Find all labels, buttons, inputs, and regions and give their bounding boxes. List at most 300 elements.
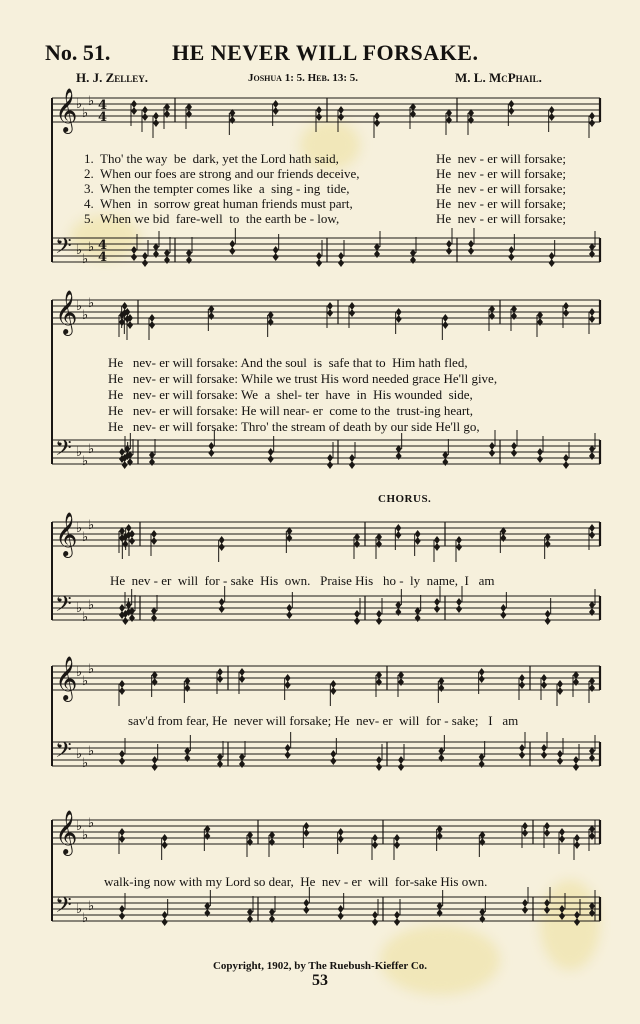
- shape-note: [354, 617, 360, 625]
- author-credit: H. J. Zelley.: [76, 70, 149, 85]
- shape-note: [438, 754, 444, 762]
- shape-note: [142, 113, 148, 121]
- shape-note: [219, 605, 225, 613]
- refrain-line-5: He nev - er will forsake;: [436, 211, 566, 226]
- shape-note: [208, 442, 214, 450]
- shape-note: [456, 598, 462, 606]
- shape-note: [372, 918, 378, 926]
- shape-note: [303, 829, 309, 837]
- shape-note: [519, 681, 525, 689]
- refrain-line-3: He nev - er will forsake;: [436, 181, 566, 196]
- shape-note: [589, 909, 595, 917]
- shape-note: [268, 318, 274, 326]
- copyright-notice: Copyright, 1902, by The Ruebush-Kieffer Co.: [212, 960, 428, 972]
- shape-note: [541, 744, 547, 752]
- shape-note: [589, 524, 595, 532]
- shape-note: [549, 113, 555, 121]
- bass-clef: 𝄢: [55, 738, 72, 768]
- shape-note: [349, 454, 355, 462]
- shape-note: [229, 240, 235, 248]
- shape-note: [142, 252, 148, 260]
- shape-note: [557, 680, 563, 688]
- shape-note: [286, 611, 292, 619]
- shape-note: [119, 905, 125, 913]
- shape-note: [573, 763, 579, 771]
- composer-credit: M. L. McPhail.: [455, 70, 542, 85]
- verse-line-4: 4. When in sorrow great human friends must part,: [84, 196, 353, 211]
- verse-line-3: 3. When the tempter comes like a sing - ing tide,: [84, 181, 350, 196]
- flat-sign: ♭: [76, 665, 83, 680]
- shape-note: [573, 678, 579, 686]
- shape-note: [151, 614, 157, 622]
- shape-note: [151, 530, 157, 538]
- shape-note: [434, 543, 440, 551]
- shape-note: [119, 687, 125, 695]
- flat-sign: ♭: [82, 610, 89, 625]
- shape-note: [149, 321, 155, 329]
- shape-note: [372, 834, 378, 842]
- time-signature-top: 4: [98, 238, 108, 253]
- shape-note: [217, 675, 223, 683]
- shape-note: [153, 250, 159, 258]
- shape-note: [508, 246, 514, 254]
- shape-note: [316, 259, 322, 267]
- shape-note: [434, 605, 440, 613]
- shape-note: [398, 763, 404, 771]
- shape-note: [131, 100, 137, 108]
- flat-sign: ♭: [88, 598, 95, 613]
- time-signature-bottom: 4: [98, 110, 108, 125]
- shape-note: [511, 442, 517, 450]
- shape-note: [239, 675, 245, 683]
- shape-note: [338, 905, 344, 913]
- flat-sign: ♭: [88, 518, 95, 533]
- shape-note: [394, 834, 400, 842]
- shape-note: [537, 318, 543, 326]
- shape-note: [500, 611, 506, 619]
- shape-note: [537, 455, 543, 463]
- shape-note: [563, 302, 569, 310]
- time-signature-bottom: 4: [98, 250, 108, 265]
- shape-note: [153, 112, 159, 120]
- shape-note: [522, 829, 528, 837]
- shape-note: [330, 687, 336, 695]
- flat-sign: ♭: [88, 662, 95, 677]
- shape-note: [489, 312, 495, 320]
- shape-note: [162, 834, 168, 842]
- flat-sign: ♭: [76, 747, 83, 762]
- shape-note: [285, 751, 291, 759]
- shape-note: [376, 756, 382, 764]
- refrain-line-1: He nev - er will forsake;: [436, 151, 566, 166]
- shape-note: [574, 841, 580, 849]
- shape-note: [119, 680, 125, 688]
- shape-note: [410, 110, 416, 118]
- shape-note: [438, 684, 444, 692]
- shape-note: [131, 107, 137, 115]
- shape-note: [522, 906, 528, 914]
- shape-note: [563, 461, 569, 469]
- shape-note: [376, 617, 382, 625]
- shape-note: [589, 832, 595, 840]
- shape-note: [563, 454, 569, 462]
- shape-note: [446, 240, 452, 248]
- shape-note: [589, 315, 595, 323]
- bass-clef: 𝄢: [55, 893, 72, 923]
- flat-sign: ♭: [82, 756, 89, 771]
- shape-note: [508, 107, 514, 115]
- shape-note: [229, 116, 235, 124]
- flat-sign: ♭: [88, 744, 95, 759]
- shape-note: [164, 256, 170, 264]
- shape-note: [330, 750, 336, 758]
- shape-note: [338, 828, 344, 836]
- shape-note: [374, 112, 380, 120]
- shape-note: [446, 247, 452, 255]
- shape-note: [374, 250, 380, 258]
- shape-note: [437, 832, 443, 840]
- shape-note: [541, 674, 547, 682]
- flat-sign: ♭: [82, 106, 89, 121]
- shape-note: [273, 100, 279, 108]
- bass-clef: 𝄢: [55, 436, 72, 466]
- treble-clef: 𝄞: [55, 656, 78, 700]
- shape-note: [376, 678, 382, 686]
- shape-note: [557, 687, 563, 695]
- flat-sign: ♭: [82, 454, 89, 469]
- flat-sign: ♭: [88, 816, 95, 831]
- shape-note: [354, 540, 360, 548]
- shape-note: [273, 253, 279, 261]
- shape-note: [456, 543, 462, 551]
- flat-sign: ♭: [82, 308, 89, 323]
- shape-note: [142, 259, 148, 267]
- flat-sign: ♭: [88, 94, 95, 109]
- shape-note: [184, 684, 190, 692]
- shape-note: [338, 912, 344, 920]
- shape-note: [184, 754, 190, 762]
- shape-note: [545, 617, 551, 625]
- shape-note: [589, 754, 595, 762]
- shape-note: [162, 911, 168, 919]
- shape-note: [395, 608, 401, 616]
- shape-note: [349, 302, 355, 310]
- shape-note: [589, 112, 595, 120]
- shape-note: [479, 675, 485, 683]
- shape-note: [511, 449, 517, 457]
- flat-sign: ♭: [82, 530, 89, 545]
- shape-note: [303, 906, 309, 914]
- refrain-line-4: He nev - er will forsake;: [436, 196, 566, 211]
- shape-note: [541, 751, 547, 759]
- shape-note: [415, 530, 421, 538]
- shape-note: [519, 744, 525, 752]
- shape-note: [396, 452, 402, 460]
- flat-sign: ♭: [76, 601, 83, 616]
- flat-sign: ♭: [76, 445, 83, 460]
- shape-note: [316, 252, 322, 260]
- shape-note: [574, 911, 580, 919]
- shape-note: [119, 828, 125, 836]
- hymn-title: HE NEVER WILL FORSAKE.: [172, 40, 479, 65]
- chorus-line-2: sav'd from fear, He never will forsake; He nev- er will for - sake; I am: [128, 713, 519, 728]
- shape-note: [162, 918, 168, 926]
- chorus-line-3: walk-ing now with my Lord so dear, He nev - er will for-sake His own.: [104, 874, 488, 889]
- shape-note: [396, 308, 402, 316]
- shape-note: [398, 678, 404, 686]
- shape-note: [338, 835, 344, 843]
- shape-note: [374, 119, 380, 127]
- shape-note: [186, 256, 192, 264]
- shape-note: [468, 247, 474, 255]
- flat-sign: ♭: [76, 819, 83, 834]
- shape-note: [131, 253, 137, 261]
- shape-note: [434, 598, 440, 606]
- page-number: 53: [312, 972, 328, 989]
- shape-note: [559, 905, 565, 913]
- flat-sign: ♭: [82, 252, 89, 267]
- treble-clef: 𝄞: [55, 290, 78, 334]
- shape-note: [129, 614, 135, 622]
- shape-note: [152, 756, 158, 764]
- shape-note: [119, 912, 125, 920]
- shape-note: [372, 911, 378, 919]
- shape-note: [327, 461, 333, 469]
- shape-note: [208, 449, 214, 457]
- shape-note: [349, 461, 355, 469]
- shape-note: [219, 543, 225, 551]
- shape-note: [500, 604, 506, 612]
- shape-note: [122, 617, 128, 625]
- hymn-number: No. 51.: [45, 40, 111, 65]
- shape-note: [119, 604, 125, 612]
- shape-note: [541, 681, 547, 689]
- flat-sign: ♭: [76, 521, 83, 536]
- shape-note: [217, 760, 223, 768]
- shape-note: [434, 536, 440, 544]
- chorus-line-1: He nev - er will for - sake His own. Praise His ho - ly name, I am: [110, 573, 495, 588]
- shape-note: [544, 906, 550, 914]
- shape-note: [589, 308, 595, 316]
- shape-note: [489, 449, 495, 457]
- shape-note: [129, 537, 135, 545]
- shape-note: [589, 452, 595, 460]
- shape-note: [508, 253, 514, 261]
- shape-note: [437, 909, 443, 917]
- shape-note: [354, 610, 360, 618]
- shape-note: [395, 531, 401, 539]
- flat-sign: ♭: [76, 243, 83, 258]
- verse2-line-5: He nev- er will forsake: Thro' the stream of death by our side He'll go,: [108, 419, 480, 434]
- shape-note: [589, 250, 595, 258]
- shape-note: [327, 309, 333, 317]
- shape-note: [247, 915, 253, 923]
- verse2-line-4: He nev- er will forsake: He will near- er come to the trust-ing heart,: [108, 403, 474, 418]
- shape-note: [273, 107, 279, 115]
- shape-note: [500, 534, 506, 542]
- shape-note: [316, 113, 322, 121]
- shape-note: [327, 454, 333, 462]
- shape-note: [479, 838, 485, 846]
- shape-note: [563, 309, 569, 317]
- flat-sign: ♭: [82, 911, 89, 926]
- shape-note: [557, 757, 563, 765]
- verse2-line-3: He nev- er will forsake: We a shel- ter have in His wounded side,: [108, 387, 473, 402]
- shape-note: [394, 918, 400, 926]
- flat-sign: ♭: [76, 97, 83, 112]
- shape-note: [152, 678, 158, 686]
- shape-note: [557, 750, 563, 758]
- shape-note: [544, 829, 550, 837]
- shape-note: [574, 918, 580, 926]
- shape-note: [219, 536, 225, 544]
- treble-clef: 𝄞: [55, 810, 78, 854]
- shape-note: [544, 822, 550, 830]
- shape-note: [415, 537, 421, 545]
- shape-note: [398, 756, 404, 764]
- shape-note: [544, 899, 550, 907]
- shape-note: [559, 828, 565, 836]
- shape-note: [410, 256, 416, 264]
- shape-note: [479, 668, 485, 676]
- shape-note: [372, 841, 378, 849]
- shape-note: [589, 119, 595, 127]
- shape-note: [589, 684, 595, 692]
- shape-note: [273, 246, 279, 254]
- shape-note: [415, 614, 421, 622]
- flat-sign: ♭: [88, 240, 95, 255]
- shape-note: [229, 247, 235, 255]
- shape-note: [285, 744, 291, 752]
- flat-sign: ♭: [88, 899, 95, 914]
- shape-note: [589, 608, 595, 616]
- shape-note: [149, 458, 155, 466]
- shape-note: [489, 442, 495, 450]
- verse2-line-2: He nev- er will forsake: While we trust His word needed grace He'll give,: [108, 371, 498, 386]
- verse-line-2: 2. When our foes are strong and our friends deceive,: [84, 166, 360, 181]
- shape-note: [119, 757, 125, 765]
- shape-note: [286, 534, 292, 542]
- shape-note: [522, 899, 528, 907]
- shape-note: [394, 841, 400, 849]
- flat-sign: ♭: [88, 296, 95, 311]
- scripture-reference: Joshua 1: 5. Heb. 13: 5.: [248, 72, 359, 84]
- shape-note: [239, 760, 245, 768]
- verse-line-1: 1. Tho' the way be dark, yet the Lord hath said,: [84, 151, 339, 166]
- shape-note: [508, 100, 514, 108]
- shape-note: [186, 110, 192, 118]
- shape-note: [142, 106, 148, 114]
- shape-note: [442, 321, 448, 329]
- shape-note: [303, 822, 309, 830]
- shape-note: [396, 315, 402, 323]
- shape-note: [519, 751, 525, 759]
- shape-note: [151, 537, 157, 545]
- flat-sign: ♭: [88, 442, 95, 457]
- shape-note: [330, 757, 336, 765]
- staff-system: [52, 810, 600, 926]
- shape-note: [589, 531, 595, 539]
- shape-note: [149, 314, 155, 322]
- shape-note: [152, 763, 158, 771]
- shape-note: [204, 909, 210, 917]
- shape-note: [442, 458, 448, 466]
- shape-note: [376, 540, 382, 548]
- flat-sign: ♭: [82, 828, 89, 843]
- shape-note: [559, 835, 565, 843]
- refrain-line-2: He nev - er will forsake;: [436, 166, 566, 181]
- shape-note: [204, 832, 210, 840]
- shape-note: [303, 899, 309, 907]
- shape-note: [442, 314, 448, 322]
- shape-note: [549, 252, 555, 260]
- shape-note: [338, 106, 344, 114]
- shape-note: [519, 674, 525, 682]
- shape-note: [268, 455, 274, 463]
- shape-note: [468, 240, 474, 248]
- shape-note: [446, 116, 452, 124]
- shape-note: [574, 834, 580, 842]
- shape-note: [285, 681, 291, 689]
- bass-clef: 𝄢: [55, 592, 72, 622]
- shape-note: [239, 668, 245, 676]
- shape-note: [119, 835, 125, 843]
- shape-note: [545, 610, 551, 618]
- shape-note: [549, 106, 555, 114]
- shape-note: [537, 448, 543, 456]
- shape-note: [338, 252, 344, 260]
- shape-note: [162, 841, 168, 849]
- time-signature-top: 4: [98, 98, 108, 113]
- shape-note: [338, 259, 344, 267]
- shape-note: [247, 838, 253, 846]
- shape-note: [330, 680, 336, 688]
- shape-note: [269, 838, 275, 846]
- flat-sign: ♭: [76, 299, 83, 314]
- shape-note: [522, 822, 528, 830]
- shape-note: [479, 915, 485, 923]
- shape-note: [219, 598, 225, 606]
- shape-note: [468, 116, 474, 124]
- shape-note: [338, 113, 344, 121]
- shape-note: [456, 605, 462, 613]
- shape-note: [573, 756, 579, 764]
- shape-note: [376, 763, 382, 771]
- shape-note: [208, 312, 214, 320]
- chorus-label: CHORUS.: [378, 493, 432, 505]
- shape-note: [126, 524, 132, 532]
- shape-note: [456, 536, 462, 544]
- shape-note: [395, 524, 401, 532]
- shape-note: [549, 259, 555, 267]
- shape-note: [327, 302, 333, 310]
- staff-system: [52, 512, 600, 625]
- flat-sign: ♭: [76, 902, 83, 917]
- flat-sign: ♭: [82, 674, 89, 689]
- shape-note: [316, 106, 322, 114]
- shape-note: [285, 674, 291, 682]
- shape-note: [376, 610, 382, 618]
- shape-note: [269, 915, 275, 923]
- shape-note: [511, 312, 517, 320]
- shape-note: [164, 110, 170, 118]
- shape-note: [559, 912, 565, 920]
- bass-clef: 𝄢: [55, 234, 72, 264]
- shape-note: [349, 309, 355, 317]
- treble-clef: 𝄞: [55, 512, 78, 556]
- shape-note: [119, 750, 125, 758]
- shape-note: [479, 760, 485, 768]
